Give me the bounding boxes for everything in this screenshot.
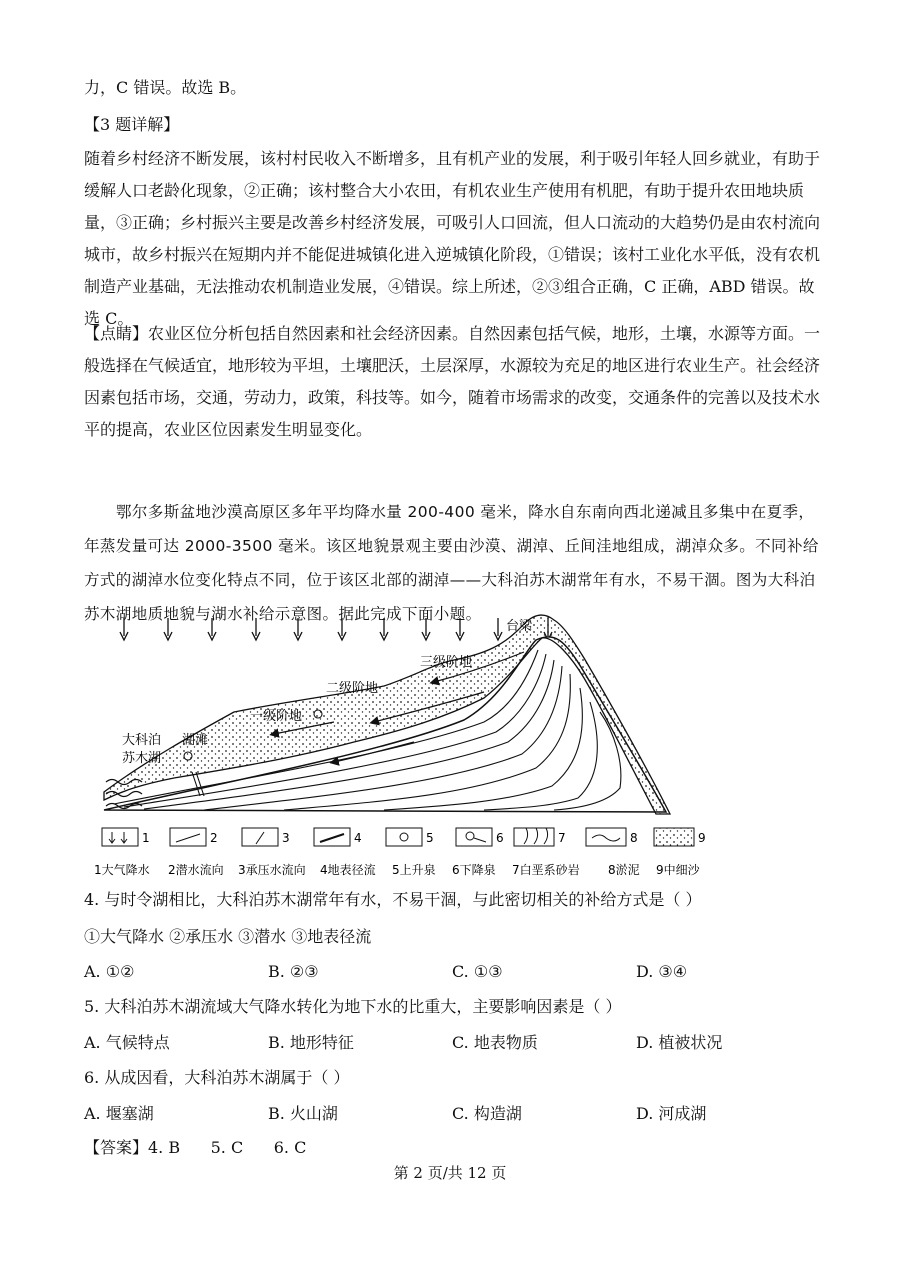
answer-line: 【答案】4. B 5. C 6. C [84,1138,307,1157]
legend-caption [94,862,701,877]
legend-cap-7: 7白垩系砂岩 [512,863,580,877]
legend-num-3: 3 [282,831,290,845]
section-heading-q3: 【3 题详解】 [84,115,180,134]
question-stem-material: 鄂尔多斯盆地沙漠高原区多年平均降水量 200-400 毫米，降水自东南向西北递减且多集中在夏季，年蒸发量可达 2000-3500 毫米。该区地貌景观主要由沙漠、湖淖、丘间洼地组成，湖淖众多。不同补给方式的湖淖水位变化特点不同，位于该区北部的湖淖——大科泊苏木湖常年有水，不易干涸。图为大科泊苏木湖地质地貌与湖水补给示意图。据此完成下面小题。 [84,503,819,623]
label-lake-b: 苏木湖 [122,751,162,766]
legend-cap-8: 8淤泥 [608,863,640,877]
legend-num-9: 9 [698,831,706,845]
legend-cap-9: 9中细沙 [656,863,700,877]
page-footer: 第 2 页/共 12 页 [393,1164,507,1182]
legend-cap-4: 4地表径流 [320,863,376,877]
label-beach: 湖滩 [182,733,209,748]
question-4-stem: 4. 与时令湖相比，大科泊苏木湖常年有水，不易干涸，与此密切相关的补给方式是（ ） [84,890,702,909]
q4-option-b[interactable]: B. ②③ [268,962,319,981]
precipitation-arrows [120,618,552,640]
legend-cap-1: 1大气降水 [94,863,150,877]
question-6-stem: 6. 从成因看，大科泊苏木湖属于（ ） [84,1068,350,1087]
legend-num-6: 6 [496,831,504,845]
legend-cap-3: 3承压水流向 [238,863,306,877]
q4-option-a[interactable]: A. ①② [84,962,135,981]
continued-text: 力，C 错误。故选 B。 [84,78,247,97]
label-terrace1: 一级阶地 [250,709,303,724]
q5-option-b[interactable]: B. 地形特征 [268,1033,354,1052]
legend-num-2: 2 [210,831,218,845]
legend-cap-2: 2潜水流向 [168,863,224,877]
legend [102,828,706,846]
question-5-stem: 5. 大科泊苏木湖流域大气降水转化为地下水的比重大，主要影响因素是（ ） [84,997,622,1016]
geology-diagram [84,602,826,890]
q6-option-b[interactable]: B. 火山湖 [268,1104,338,1123]
q5-option-c[interactable]: C. 地表物质 [452,1033,538,1052]
q5-option-a[interactable]: A. 气候特点 [84,1033,170,1052]
legend-num-8: 8 [630,831,638,845]
legend-num-5: 5 [426,831,434,845]
q6-option-c[interactable]: C. 构造湖 [452,1104,522,1123]
q4-option-c[interactable]: C. ①③ [452,962,503,981]
label-lake-a: 大科泊 [122,733,162,748]
question-4-items: ①大气降水 ②承压水 ③潜水 ③地表径流 [84,927,372,946]
legend-num-7: 7 [558,831,566,845]
legend-num-4: 4 [354,831,362,845]
legend-cap-6: 6下降泉 [452,863,496,877]
label-tailiang: 台梁 [506,619,533,634]
legend-cap-5: 5上升泉 [392,863,436,877]
label-terrace2: 二级阶地 [326,681,379,696]
tip-paragraph: 【点睛】农业区位分析包括自然因素和社会经济因素。自然因素包括气候，地形，土壤，水源等方面。一般选择在气候适宜，地形较为平坦，土壤肥沃，土层深厚，水源较为充足的地区进行农业生产。社会经济因素包括市场，交通，劳动力，政策，科技等。如今，随着市场需求的改变，交通条件的完善以及技术水平的提高，农业区位因素发生明显变化。 [84,324,821,439]
q4-option-d[interactable]: D. ③④ [636,962,688,981]
q6-option-d[interactable]: D. 河成湖 [636,1104,707,1123]
legend-num-1: 1 [142,831,150,845]
q6-option-a[interactable]: A. 堰塞湖 [84,1104,154,1123]
q3-explanation: 随着乡村经济不断发展，该村村民收入不断增多，且有机产业的发展，利于吸引年轻人回乡就业，有助于缓解人口老龄化现象，②正确；该村整合大小农田，有机农业生产使用有机肥，有助于提升农田地块质量，③正确；乡村振兴主要是改善乡村经济发展，可吸引人口回流，但人口流动的大趋势仍是由农村流向城市，故乡村振兴在短期内并不能促进城镇化进入逆城镇化阶段，①错误；该村工业化水平低，没有农机制造产业基础，无法推动农机制造业发展，④错误。综上所述，②③组合正确，C 正确，ABD 错误。故选 C。 [84,149,821,328]
q5-option-d[interactable]: D. 植被状况 [636,1033,723,1052]
label-terrace3: 三级阶地 [420,655,473,670]
